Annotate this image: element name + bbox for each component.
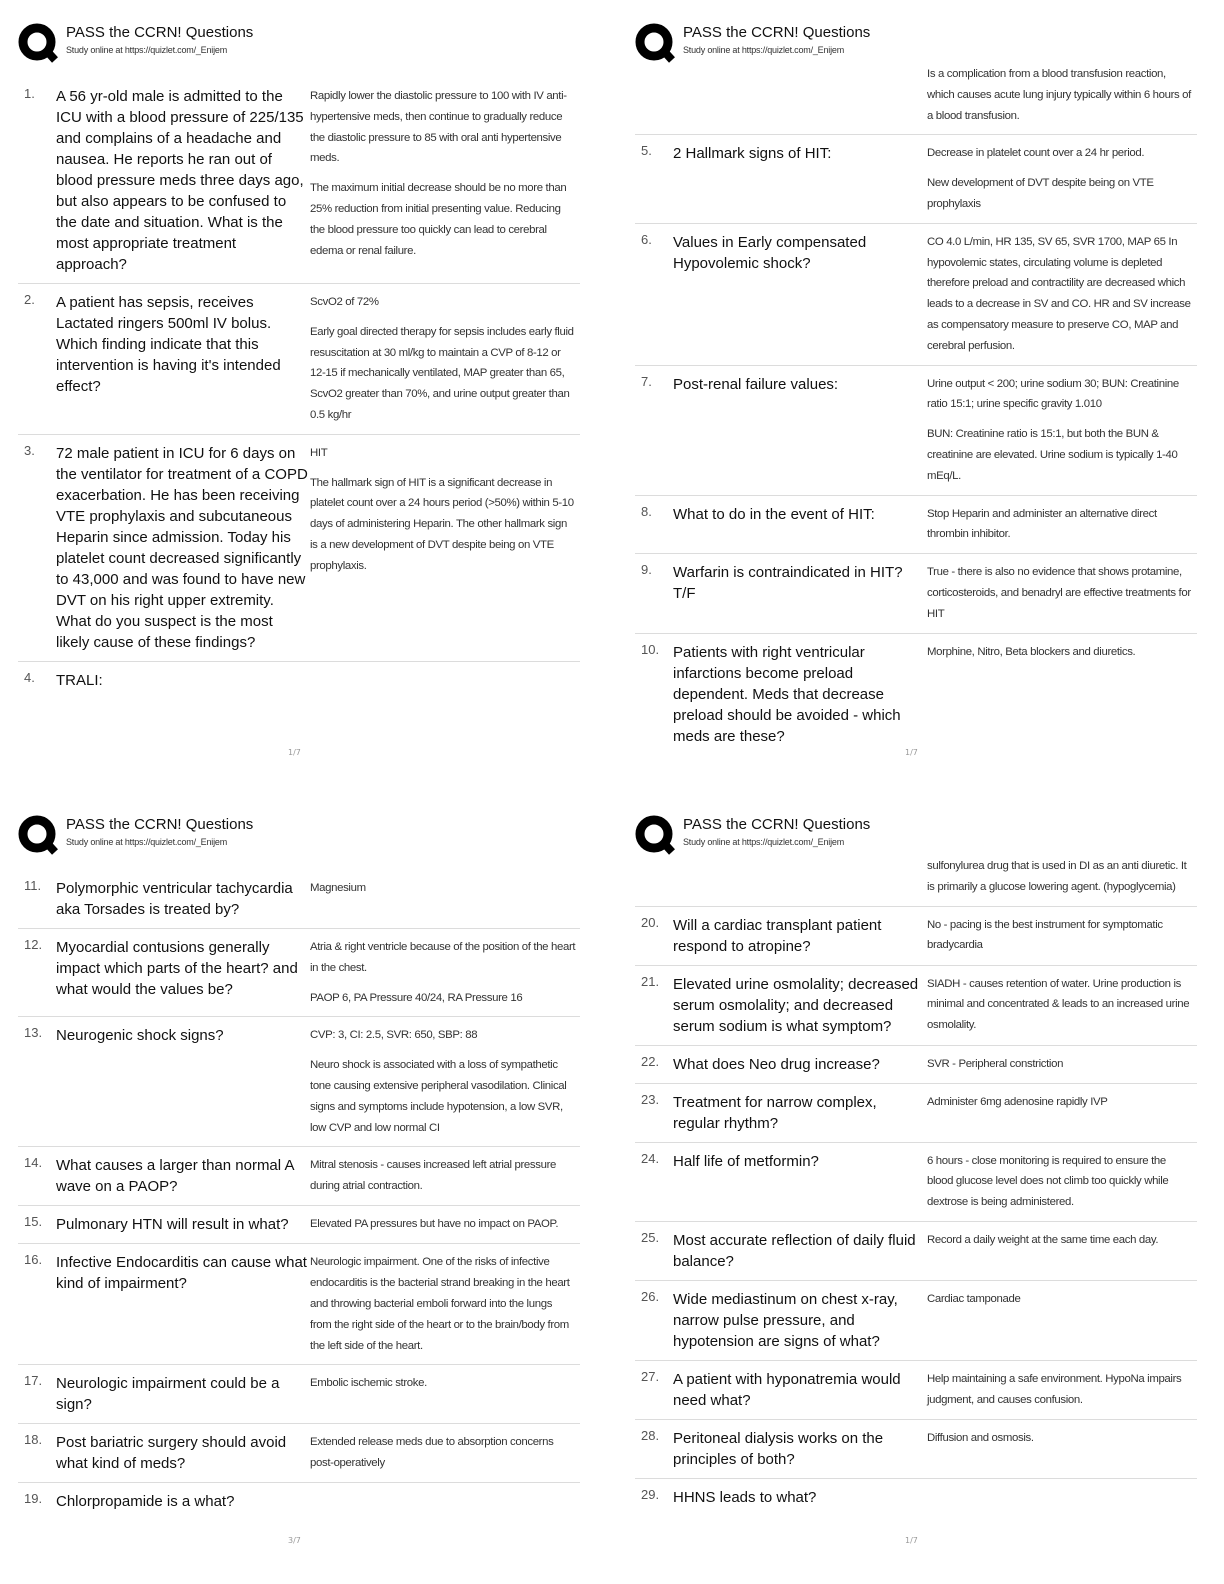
answer-paragraph: Early goal directed therapy for sepsis includes early fluid resuscitation at 30 ml/kg to maintain a CVP of 8-12 or 12-15 if mechanically ventilated, MAP greater than 65, ScvO2 greater than 70%, and urine output greater than 0.5 kg/hr [310, 325, 574, 421]
card-number: 24. [641, 1150, 660, 1166]
card-number: 21. [641, 973, 660, 989]
page-title: PASS the CCRN! Questions [66, 816, 254, 833]
card-question: Post-renal failure values: [673, 375, 839, 393]
card-question: Infective Endocarditis can cause what kind of impairment? [56, 1254, 307, 1293]
card-number: 8. [641, 503, 652, 519]
flashcard-row [18, 1424, 580, 1483]
flashcard-row [18, 435, 580, 662]
flashcard-row [635, 1143, 1197, 1222]
card-answer [310, 937, 580, 1008]
card-number: 23. [641, 1091, 660, 1107]
card-question: 72 male patient in ICU for 6 days on the ventilator for treatment of a COPD exacerbation. He has been receiving VTE prophylaxis and subcutaneous Heparin since admission. Today his platelet count decreased significantly to 43,000 and was found to have new DVT on his right upper extremity. What do you suspect is the most likely cause of these findings? [56, 444, 308, 651]
flashcard-row [18, 1147, 580, 1206]
flashcard-row [635, 366, 1197, 496]
card-answer [927, 856, 1197, 898]
study-link[interactable]: Study online at https://quizlet.com/_Enijem [66, 45, 227, 55]
answer-paragraph: CVP: 3, CI: 2.5, SVR: 650, SBP: 88 [310, 1029, 478, 1042]
card-question: A 56 yr-old male is admitted to the ICU with a blood pressure of 225/135 and complains of a headache and nausea. He reports he ran out of blood pressure meds three days ago, but also appears to be confused to the date and situation. What is the most appropriate treatment approach? [56, 88, 304, 273]
card-number: 18. [24, 1432, 43, 1448]
card-number: 16. [24, 1252, 43, 1268]
study-link[interactable]: Study online at https://quizlet.com/_Enijem [683, 45, 844, 55]
card-answer [927, 374, 1197, 487]
page-header [18, 20, 580, 70]
card-number [635, 64, 673, 126]
flashcard-row [18, 284, 580, 435]
card-number: 1. [24, 86, 35, 101]
card-number: 20. [641, 914, 660, 930]
answer-paragraph: Cardiac tamponade [927, 1292, 1021, 1305]
answer-paragraph: True - there is also no evidence that shows protamine, corticosteroids, and benadryl are effective treatments for HIT [927, 566, 1191, 620]
card-answer [927, 64, 1197, 126]
card-question [673, 856, 927, 898]
card-number: 14. [24, 1155, 43, 1171]
card-number: 11. [24, 878, 42, 893]
card-answer [310, 670, 580, 691]
card-number: 22. [641, 1053, 660, 1069]
flashcard-row [635, 907, 1197, 966]
page-number: 1/7 [905, 748, 918, 757]
answer-paragraph: Help maintaining a safe environment. HypoNa impairs judgment, and causes confusion. [927, 1372, 1182, 1406]
card-answer [310, 1252, 580, 1356]
flashcard-row [18, 1017, 580, 1147]
page-header [635, 812, 1197, 862]
answer-paragraph: The hallmark sign of HIT is a significant decrease in platelet count over a 24 hours period (>50%) within 5-10 days of administering Heparin. The other hallmark sign is a new development of DVT despite being on VTE prophylaxis. [310, 476, 574, 572]
card-question: HHNS leads to what? [673, 1488, 817, 1506]
flashcard-row [18, 662, 580, 699]
flashcard-row [635, 1281, 1197, 1361]
card-number: 19. [24, 1491, 43, 1507]
card-question: Will a cardiac transplant patient respond to atropine? [673, 916, 882, 955]
answer-paragraph: Embolic ischemic stroke. [310, 1377, 427, 1390]
answer-paragraph: sulfonylurea drug that is used in DI as an anti diuretic. It is primarily a glucose lowering agent. (hypoglycemia) [927, 860, 1187, 893]
flashcard-row [635, 634, 1197, 755]
card-question: Post bariatric surgery should avoid what kind of meds? [56, 1434, 287, 1473]
card-answer [927, 1487, 1197, 1508]
flashcard-row [635, 1046, 1197, 1084]
card-question: Warfarin is contraindicated in HIT? T/F [673, 564, 903, 603]
card-answer [310, 1155, 580, 1197]
answer-paragraph: Atria & right ventricle because of the position of the heart in the chest. [310, 941, 576, 974]
quizlet-logo-icon [18, 23, 58, 63]
card-answer [310, 1491, 580, 1512]
answer-paragraph: PAOP 6, PA Pressure 40/24, RA Pressure 16 [310, 991, 523, 1004]
answer-paragraph: 6 hours - close monitoring is required to ensure the blood glucose level does not climb too quickly while dextrose is being administered. [927, 1154, 1169, 1209]
card-answer [927, 1054, 1197, 1075]
page-number: 1/7 [905, 1536, 918, 1545]
card-answer [927, 1369, 1197, 1411]
card-answer [310, 1025, 580, 1138]
card-question: Most accurate reflection of daily fluid balance? [673, 1231, 916, 1270]
card-question: Myocardial contusions generally impact which parts of the heart? and what would the values be? [56, 939, 298, 998]
card-question: What causes a larger than normal A wave on a PAOP? [56, 1157, 294, 1196]
card-number: 25. [641, 1229, 660, 1245]
answer-paragraph: SVR - Peripheral constriction [927, 1057, 1064, 1070]
flashcard-row [635, 966, 1197, 1046]
card-number: 3. [24, 442, 35, 458]
card-number: 28. [641, 1427, 660, 1443]
study-link[interactable]: Study online at https://quizlet.com/_Enijem [66, 837, 227, 847]
flashcard-row [635, 1420, 1197, 1479]
flashcard-row [635, 135, 1197, 223]
answer-paragraph: Urine output < 200; urine sodium 30; BUN: Creatinine ratio 15:1; urine specific gravity 1.010 [927, 377, 1179, 411]
card-question: Peritoneal dialysis works on the principles of both? [673, 1429, 884, 1468]
flashcard-row [18, 1244, 580, 1365]
card-question: Pulmonary HTN will result in what? [56, 1216, 289, 1234]
card-answer [927, 562, 1197, 624]
flashcard-row [635, 554, 1197, 633]
card-number: 2. [24, 292, 35, 307]
answer-paragraph: Neurologic impairment. One of the risks of infective endocarditis is the bacterial strand breaking in the heart and throwing bacterial emboli forward into the lungs from the right side of the heart or to the brain/body from the left side of the heart. [310, 1256, 570, 1352]
flashcard-row [635, 64, 1197, 135]
answer-paragraph: Mitral stenosis - causes increased left atrial pressure during atrial contraction. [310, 1159, 557, 1193]
card-number: 10. [641, 641, 660, 657]
card-question: A patient with hyponatremia would need what? [673, 1370, 901, 1409]
card-question: Half life of metformin? [673, 1152, 819, 1170]
page-3 [18, 812, 580, 1572]
answer-paragraph: Diffusion and osmosis. [927, 1431, 1034, 1444]
card-question: What to do in the event of HIT: [673, 505, 875, 523]
card-question [673, 64, 927, 126]
card-question: A patient has sepsis, receives Lactated ringers 500ml IV bolus. Which finding indicate that this intervention is having it's intended effect? [56, 294, 281, 395]
card-question: Neurogenic shock signs? [56, 1027, 224, 1045]
flashcard-row [635, 224, 1197, 366]
answer-paragraph: Morphine, Nitro, Beta blockers and diuretics. [927, 645, 1136, 658]
flashcard-row [18, 78, 580, 284]
flashcard-row [18, 1206, 580, 1244]
card-question: What does Neo drug increase? [673, 1055, 880, 1073]
answer-paragraph: New development of DVT despite being on VTE prophylaxis [927, 177, 1154, 210]
quizlet-logo-icon [635, 815, 675, 855]
card-question: Values in Early compensated Hypovolemic shock? [673, 233, 867, 272]
answer-paragraph: HIT [310, 446, 328, 459]
card-list [18, 78, 580, 699]
card-answer [310, 1373, 580, 1415]
card-answer [310, 1432, 580, 1474]
card-question: Patients with right ventricular infarctions become preload dependent. Meds that decrease preload should be avoided - which meds are these? [673, 643, 901, 745]
page-number: 1/7 [288, 748, 301, 757]
card-answer [310, 1214, 580, 1235]
page-header [635, 20, 1197, 70]
card-answer [927, 504, 1197, 546]
answer-paragraph: Magnesium [310, 882, 366, 894]
flashcard-row [18, 870, 580, 929]
answer-paragraph: Extended release meds due to absorption concerns post-operatively [310, 1436, 554, 1470]
card-question: 2 Hallmark signs of HIT: [673, 145, 832, 163]
answer-paragraph: Is a complication from a blood transfusion reaction, which causes acute lung injury typically within 6 hours of a blood transfusion. [927, 68, 1191, 122]
answer-paragraph: The maximum initial decrease should be no more than 25% reduction from initial presenting value. Reducing the blood pressure too quickly can lead to cerebral edema or renal failure. [310, 182, 567, 257]
answer-paragraph: Neuro shock is associated with a loss of sympathetic tone causing extensive peripheral vasodilation. Clinical signs and symptoms include hypotension, a low SVR, low CVP and low normal CI [310, 1059, 567, 1134]
card-number: 6. [641, 231, 652, 247]
card-number: 12. [24, 937, 43, 952]
card-number: 26. [641, 1288, 660, 1304]
card-answer [927, 1092, 1197, 1134]
quizlet-logo-icon [18, 815, 58, 855]
card-answer [927, 232, 1197, 357]
flashcard-row [635, 1222, 1197, 1281]
flashcard-row [18, 929, 580, 1017]
card-question: Wide mediastinum on chest x-ray, narrow pulse pressure, and hypotension are signs of what? [673, 1290, 898, 1350]
card-number: 7. [641, 373, 652, 389]
card-question: Polymorphic ventricular tachycardia aka Torsades is treated by? [56, 880, 293, 918]
card-answer [310, 878, 580, 920]
answer-paragraph: ScvO2 of 72% [310, 296, 379, 308]
card-question: Elevated urine osmolality; decreased serum osmolality; and decreased serum sodium is what symptom? [673, 975, 919, 1035]
answer-paragraph: No - pacing is the best instrument for symptomatic bradycardia [927, 918, 1163, 952]
card-answer [927, 143, 1197, 214]
answer-paragraph: Rapidly lower the diastolic pressure to 100 with IV anti-hypertensive meds, then continue to gradually reduce the diastolic pressure to 85 with oral anti hypertensive meds. [310, 90, 567, 165]
answer-paragraph: Stop Heparin and administer an alternative direct thrombin inhibitor. [927, 507, 1157, 541]
answer-paragraph: Record a daily weight at the same time each day. [927, 1233, 1159, 1246]
page-number: 3/7 [288, 1536, 301, 1545]
page-2 [635, 20, 1197, 780]
flashcard-row [635, 1361, 1197, 1420]
card-number: 29. [641, 1486, 660, 1502]
page-4 [635, 812, 1197, 1572]
card-question: Treatment for narrow complex, regular rhythm? [673, 1093, 877, 1132]
page-title: PASS the CCRN! Questions [66, 24, 254, 41]
card-answer [927, 1151, 1197, 1213]
card-answer [310, 86, 580, 275]
study-link[interactable]: Study online at https://quizlet.com/_Enijem [683, 837, 844, 847]
card-question: Neurologic impairment could be a sign? [56, 1375, 280, 1414]
card-number [635, 856, 673, 898]
card-answer [927, 1230, 1197, 1272]
answer-paragraph: Decrease in platelet count over a 24 hr period. [927, 147, 1145, 160]
card-question: Chlorpropamide is a what? [56, 1493, 235, 1511]
page-header [18, 812, 580, 862]
card-number: 4. [24, 669, 35, 685]
card-answer [927, 974, 1197, 1037]
card-number: 9. [641, 562, 652, 578]
card-answer [927, 1428, 1197, 1470]
card-list [18, 870, 580, 1520]
answer-paragraph: CO 4.0 L/min, HR 135, SV 65, SVR 1700, MAP 65 In hypovolemic states, circulating volume is depleted therefore preload and contractility are decreased which leads to a decrease in SV and CO. HR and SV increase as compensatory measure to preserve CO, MAP and cerebral perfusion. [927, 235, 1191, 352]
flashcard-row [18, 1483, 580, 1520]
card-number: 27. [641, 1368, 660, 1384]
flashcard-row [635, 856, 1197, 907]
answer-paragraph: Administer 6mg adenosine rapidly IVP [927, 1095, 1108, 1108]
flashcard-row [635, 1479, 1197, 1516]
card-question: TRALI: [56, 671, 103, 689]
flashcard-row [18, 1365, 580, 1424]
card-answer [927, 1289, 1197, 1352]
card-answer [927, 915, 1197, 957]
card-answer [310, 443, 580, 653]
page-title: PASS the CCRN! Questions [683, 24, 871, 41]
flashcard-row [635, 496, 1197, 555]
answer-paragraph: BUN: Creatinine ratio is 15:1, but both the BUN & creatinine are elevated. Urine sodium is typically 1-40 mEq/L. [927, 428, 1178, 482]
card-number: 15. [24, 1214, 43, 1230]
quizlet-logo-icon [635, 23, 675, 63]
card-number: 5. [641, 143, 652, 159]
answer-paragraph: SIADH - causes retention of water. Urine production is minimal and concentrated & leads to an increased urine osmolality. [927, 977, 1190, 1032]
card-number: 13. [24, 1025, 43, 1041]
card-number: 17. [24, 1373, 43, 1389]
flashcard-row [635, 1084, 1197, 1143]
card-list [635, 856, 1197, 1516]
page-1 [18, 20, 580, 780]
card-answer [310, 292, 580, 426]
page-title: PASS the CCRN! Questions [683, 816, 871, 833]
answer-paragraph: Elevated PA pressures but have no impact on PAOP. [310, 1218, 559, 1231]
card-list [635, 64, 1197, 755]
card-answer [927, 642, 1197, 747]
